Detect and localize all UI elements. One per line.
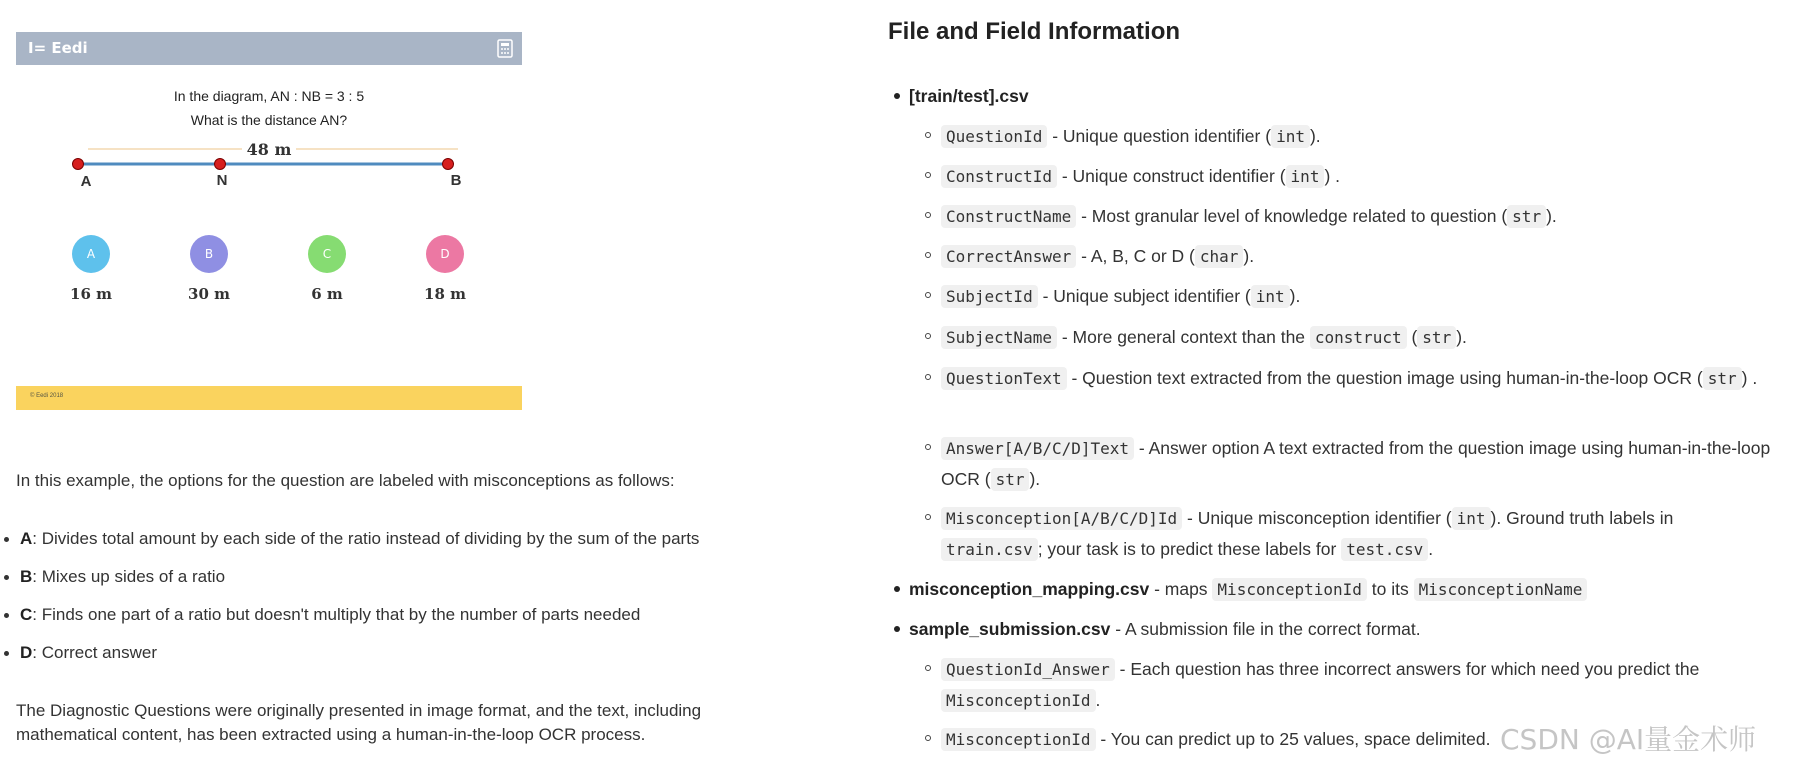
total-length-label: 48 m [246, 140, 292, 159]
field-subjectname: SubjectName - More general context than the construct ( str ). [941, 322, 1776, 353]
misconception-item-c: C: Finds one part of a ratio but doesn't multiply that by the number of parts needed [20, 603, 640, 627]
question-line-1: In the diagram, AN : NB = 3 : 5 [173, 88, 365, 104]
ratio-diagram [16, 137, 522, 237]
option-a-circle[interactable]: A [72, 235, 110, 273]
section-title: File and Field Information [888, 18, 1181, 45]
misconception-item-d: D: Correct answer [20, 641, 157, 665]
option-b-value: 30 m [188, 285, 230, 303]
eedi-logo: I= Eedi [28, 39, 88, 57]
point-b [443, 159, 454, 170]
card-header [16, 32, 522, 65]
option-a-value: 16 m [70, 285, 112, 303]
label-a: A [80, 173, 92, 190]
label-b: B [450, 172, 462, 189]
option-c-value: 6 m [311, 285, 343, 303]
option-b-circle[interactable]: B [190, 235, 228, 273]
field-misconceptionid: MisconceptionId - You can predict up to 25 values, space delimited. [941, 724, 1776, 755]
field-questionid-answer: QuestionId_Answer - Each question has three incorrect answers for which need you predict the MisconceptionId . [941, 654, 1776, 716]
file-misconception-mapping: misconception_mapping.csv - maps MisconceptionId to its MisconceptionName [909, 574, 1587, 605]
file-sample-submission: sample_submission.csv - A submission file in the correct format. [909, 614, 1421, 644]
calculator-icon[interactable] [496, 39, 514, 58]
card-footer [16, 386, 522, 410]
field-correctanswer: CorrectAnswer - A, B, C or D ( char ). [941, 241, 1776, 272]
point-a [73, 159, 84, 170]
question-card-image [16, 32, 522, 410]
field-constructname: ConstructName - Most granular level of knowledge related to question ( str ). [941, 201, 1776, 232]
point-n [215, 159, 226, 170]
field-questionid: QuestionId - Unique question identifier ( int ). [941, 121, 1776, 152]
misconception-item-a: A: Divides total amount by each side of the ratio instead of dividing by the sum of the parts [20, 527, 699, 551]
question-line-2: What is the distance AN? [190, 112, 348, 128]
field-misconception: Misconception[A/B/C/D]Id - Unique misconception identifier ( int ). Ground truth labels in train.csv ; your task is to predict these labels for test.csv . [941, 503, 1776, 565]
field-subjectid: SubjectId - Unique subject identifier ( int ). [941, 281, 1776, 312]
option-d-circle[interactable]: D [426, 235, 464, 273]
option-d-value: 18 m [424, 285, 466, 303]
example-intro: In this example, the options for the question are labeled with misconceptions as follows: [16, 471, 675, 490]
label-n: N [216, 172, 228, 189]
csdn-watermark: CSDN @AI量金术师 [1500, 723, 1757, 756]
misconception-item-b: B: Mixes up sides of a ratio [20, 565, 225, 589]
field-answertext: Answer[A/B/C/D]Text - Answer option A text extracted from the question image using human-in-the-loop OCR ( str ). [941, 433, 1776, 495]
copyright-text: © Eedi 2018 [30, 393, 64, 399]
field-questiontext: QuestionText - Question text extracted from the question image using human-in-the-loop OCR ( str ) . [941, 363, 1776, 394]
option-c-circle[interactable]: C [308, 235, 346, 273]
ocr-note: The Diagnostic Questions were originally presented in image format, and the text, including mathematical content, has been extracted using a human-in-the-loop OCR process. [16, 701, 702, 744]
field-constructid: ConstructId - Unique construct identifier ( int ) . [941, 161, 1776, 192]
file-train-test: [train/test].csv [909, 81, 1029, 111]
